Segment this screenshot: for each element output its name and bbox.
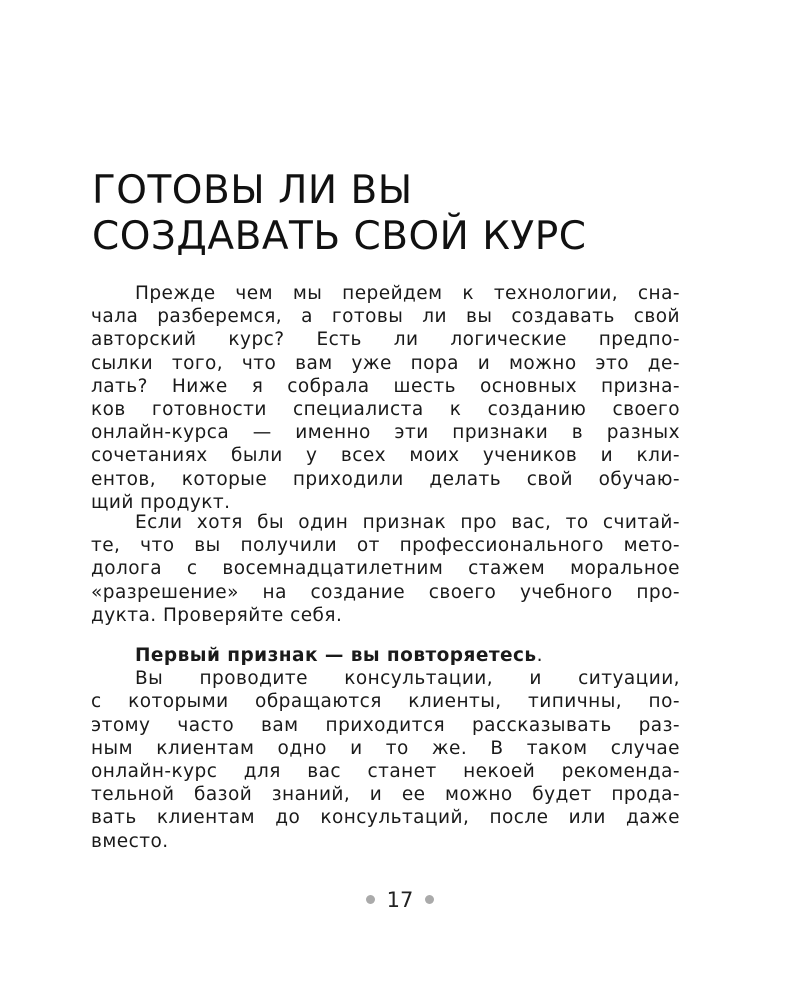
bullet-dot-icon	[366, 895, 375, 904]
text-line: сочетаниях были у всех моих учеников и кли-	[91, 445, 680, 467]
page-footer	[0, 888, 800, 912]
text-line: щий продукт.	[91, 491, 231, 513]
text-line: дукта. Проверяйте себя.	[91, 604, 343, 626]
first-sign-punct: .	[536, 645, 543, 666]
page-number: 17	[386, 888, 414, 912]
text-line: онлайн-курса — именно эти признаки в разных	[91, 422, 680, 444]
title-line-1: ГОТОВЫ ЛИ ВЫ	[92, 168, 413, 213]
text-line: ков готовности специалиста к созданию своего	[91, 399, 680, 421]
text-line: тельной базой знаний, и ее можно будет прода-	[91, 784, 680, 806]
subheading-first-sign	[91, 644, 680, 667]
page-title	[92, 168, 712, 260]
text-line: чала разберемся, а готовы ли вы создавать свой	[91, 306, 680, 328]
text-line: «разрешение» на создание своего учебного про-	[91, 581, 680, 603]
paragraph-intro	[91, 282, 680, 514]
text-line: сылки того, что вам уже пора и можно это де-	[91, 352, 680, 374]
text-line: вать клиентам до консультаций, после или даже	[91, 807, 680, 829]
paragraph-permission	[91, 511, 680, 627]
text-line: авторский курс? Есть ли логические предпо-	[91, 329, 680, 351]
text-line: долога с восемнадцатилетним стажем моральное	[91, 558, 680, 580]
text-line: Вы проводите консультации, и ситуации,	[135, 668, 680, 690]
text-line: те, что вы получили от профессионального мето-	[91, 535, 680, 557]
text-line: онлайн-курс для вас станет некоей рекоменда-	[91, 761, 680, 783]
text-line: Если хотя бы один признак про вас, то считай-	[135, 512, 680, 533]
section-first-sign	[91, 644, 680, 853]
text-line: вместо.	[91, 830, 169, 852]
bullet-dot-icon	[425, 895, 434, 904]
text-line: ным клиентам одно и то же. В таком случае	[91, 737, 680, 759]
text-line: с которыми обращаются клиенты, типичны, по-	[91, 691, 680, 713]
text-line: Прежде чем мы перейдем к технологии, сна-	[135, 283, 680, 304]
title-line-2: СОЗДАВАТЬ СВОЙ КУРС	[92, 214, 587, 259]
first-sign-title: Первый признак — вы повторяетесь	[135, 645, 537, 666]
text-line: лать? Ниже я собрала шесть основных призна-	[91, 375, 680, 397]
text-line: этому часто вам приходится рассказывать раз-	[91, 714, 680, 736]
text-line: ентов, которые приходили делать свой обучаю-	[91, 468, 680, 490]
